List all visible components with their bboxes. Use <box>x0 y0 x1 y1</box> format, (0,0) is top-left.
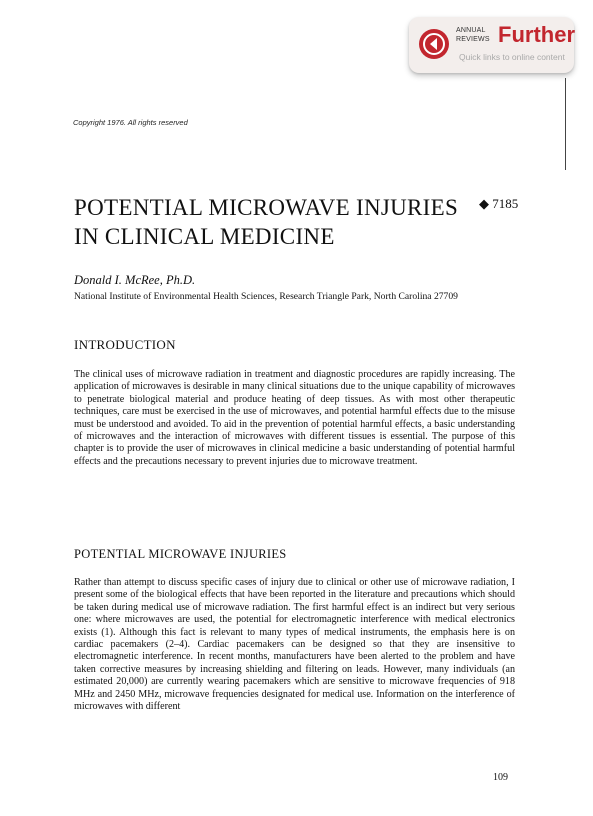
badge-annual-label: ANNUAL <box>456 27 486 34</box>
section-heading-injuries: POTENTIAL MICROWAVE INJURIES <box>74 547 287 561</box>
badge-further-label: Further <box>498 22 575 47</box>
author-name: Donald I. McRee, Ph.D. <box>74 273 196 287</box>
paragraph-introduction: The clinical uses of microwave radiation in treatment and diagnostic procedures are rapidly increasing. The application of microwaves is desirable in many clinical situations due to the unique capability of microwaves to penetrate biological material and produce heating of deep tissues. As with most other therapeutic techniques, care must be exercised in the use of microwaves, and potential harmful effects due to the misuse must be understood and avoided. To aid in the prevention of potential harmful effects, a basic understanding of microwaves and the interaction of microwaves with different tissues is essential. The purpose of this chapter is to provide the user of microwaves in clinical medicine a basic understanding of potential harmful effects and the precautions necessary to prevent injuries due to microwave treatment. <box>74 369 515 467</box>
paragraph-injuries: Rather than attempt to discuss specific cases of injury due to clinical or other use of microwave radiation, I present some of the biological effects that have been reported in the literature and precautions which should be taken during medical use of microwave radiation. The first harmful effect is an indirect but very serious one: where microwaves are used, the potential for electromagnetic interference with medical electronics exists (1). Although this fact is relevant to many types of medical instruments, the emphasis here is on cardiac pacemakers (2–4). Cardiac pacemakers can be designed so that they are insensitive to electromagnetic interference. In recent months, manufacturers have been alerted to the problem and have taken corrective measures by increasing shielding and filtering on leads. However, many individuals (an estimated 20,000) are currently wearing pacemakers which are sensitive to microwave frequencies of 918 MHz and 2450 MHz, microwave frequencies designated for medical use. Information on the interference of microwaves with different <box>74 577 515 713</box>
badge-reviews-label: REVIEWS <box>456 36 490 43</box>
author-affiliation: National Institute of Environmental Health Sciences, Research Triangle Park, North Carolina 27709 <box>74 291 458 302</box>
article-code: ◆ 7185 <box>479 196 519 211</box>
badge-subtitle: Quick links to online content <box>459 52 565 62</box>
copyright-notice: Copyright 1976. All rights reserved <box>73 118 188 127</box>
margin-rule <box>565 78 566 170</box>
page-number: 109 <box>493 772 508 783</box>
back-arrow-icon <box>419 29 449 59</box>
section-heading-introduction: INTRODUCTION <box>74 337 176 352</box>
article-title: POTENTIAL MICROWAVE INJURIES IN CLINICAL MEDICINE <box>74 195 459 249</box>
further-badge[interactable] <box>409 17 574 73</box>
